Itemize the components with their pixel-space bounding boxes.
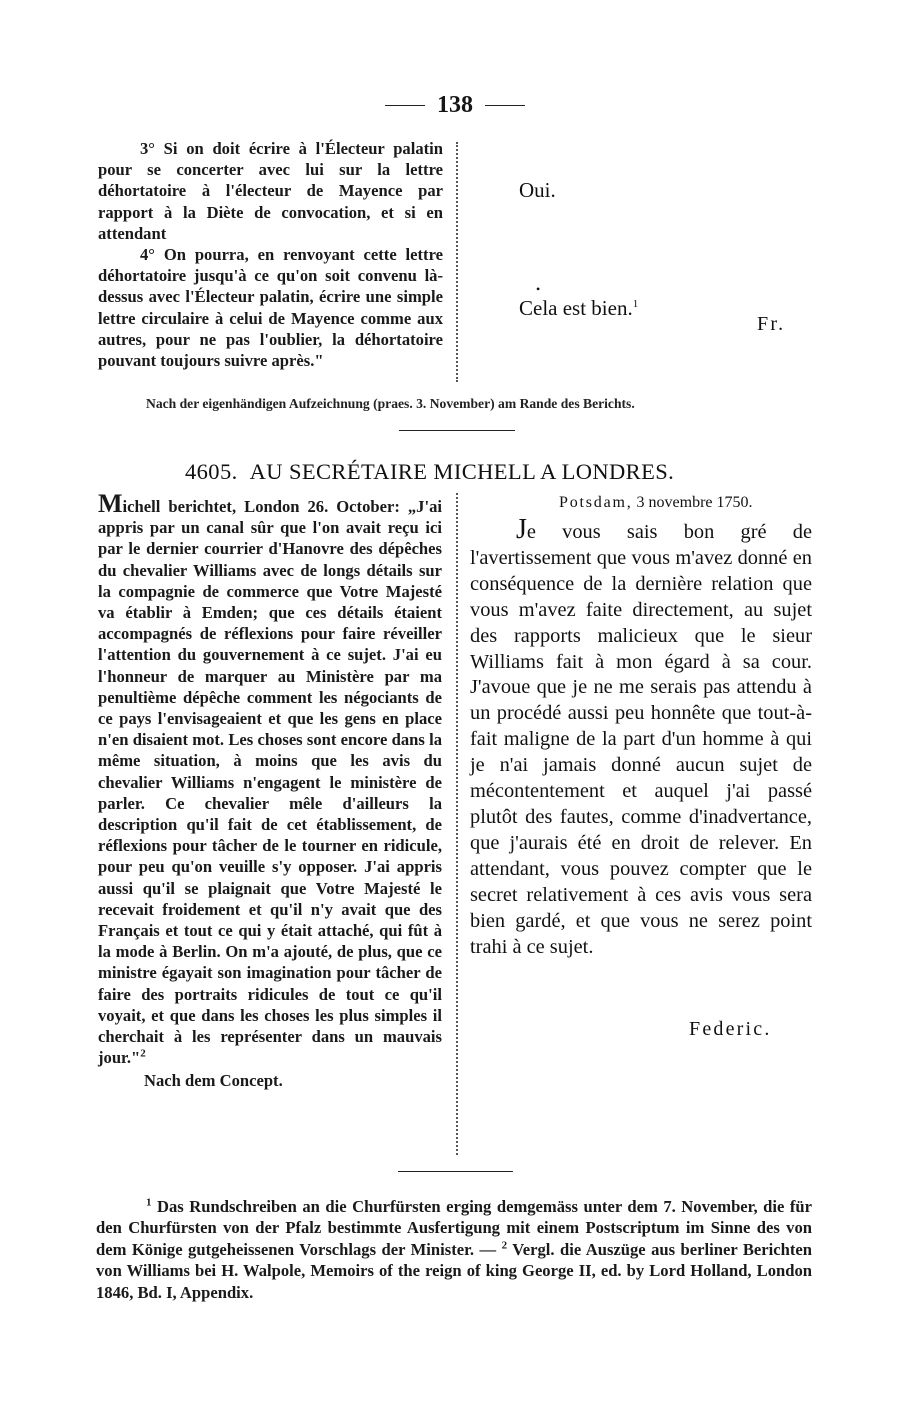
report-source: Nach dem Concept.: [144, 1071, 283, 1091]
page-number: 138: [437, 91, 473, 118]
footnote-2-marker: 2: [501, 1239, 508, 1252]
reply-bullet: •: [536, 282, 541, 296]
footnotes: [96, 1196, 812, 1303]
footnote-ref-1: 1: [632, 298, 639, 310]
main-column-divider: [456, 493, 458, 1155]
report-paragraph: [98, 489, 442, 1068]
letter-text: e vous sais bon gré de l'avertissement que vous m'avez donné en conséquence de la dernière relation que vous m'avez faite directement, au sujet des rapports malicieux que le sieur Williams fait à mon égard à sa cour. J'avoue que je ne me serais pas attendu à un procédé aussi peu honnête que tout-à-fait maligne de la part d'un homme à qui je n'ai jamais donné aucun sujet de mécontentement et auquel j'ai passé plutôt des fautes, comme d'inadvertance, que j'aurais été en droit de relever. En attendant, vous pouvez compter que le secret relativement à ces avis vous sera bien gardé, et que vous ne serez point trahi à ce sujet.: [470, 521, 812, 958]
footnote-1-text: Das Rundschreiben an die Churfürsten erging demgemäss unter dem 7. November, die für den Churfürsten von der Pfalz bestimmte Ausfertigung mit einem Postscriptum im Sinne des von dem Könige gutgeheissenen Vorschlags der Minister. —: [96, 1197, 813, 1259]
report-column: [98, 489, 442, 1092]
section-heading: [185, 459, 765, 493]
top-column-divider: [456, 142, 458, 382]
point-4: [98, 244, 443, 371]
reply-oui: Oui.: [519, 178, 556, 202]
report-text: ichell berichtet, London 26. October: „J'ai appris par un canal sûr que l'on avait reçu ici par le dernier courrier d'Hanovre des dépêches du chevalier Williams avec de longs détails sur la compagnie de commerce que Votre Majesté va établir à Emden; que ces détails étaient accompagnés de réflexions pour faire réveiller l'attention du gouvernement à ce sujet. J'ai eu l'honneur de marquer au Ministère par ma penultième dépêche comment les négociants de ce pays l'envisageaient et que les gens en place n'en disaient mot. Les choses sont encore dans la même situation, à moins que les avis du chevalier Williams n'engagent le ministère de parler. Ce chevalier mêle d'ailleurs la description qu'il fait de cet établissement, de réflexions pour tâcher de le tourner en ridicule, pour peu qu'on veuille s'y opposer. J'ai appris aussi qu'il se plaignait que Votre Majesté le recevait froidement et qu'il n'y avait que des Français et tout ce qui y était attaché, qui fût à la mode à Berlin. On m'a ajouté, de plus, que ce ministre égayait son imagination pour tâcher de faire des portraits ridicules de tout ce qu'il voyait, et que dans les choses les plus simples il cherchait à les représenter dans un mauvais jour.": [98, 497, 442, 1068]
section-divider: [399, 430, 515, 431]
point-3-marker: 3°: [140, 139, 155, 158]
point-3-text: Si on doit écrire à l'Électeur palatin pour se concerter avec lui sur la lettre déhortatoire à l'électeur de Mayence par rapport à la Diète de convocation, et si en attendant: [98, 139, 443, 243]
letter-signature: Federic.: [689, 1018, 772, 1040]
footnote-divider: [398, 1171, 513, 1172]
footnote-ref-2: 2: [140, 1047, 146, 1060]
top-left-column: [98, 138, 443, 371]
initials-fr: Fr.: [757, 313, 786, 335]
point-3: [98, 138, 443, 244]
point-4-text: On pourra, en renvoyant cette lettre déhortatoire jusqu'à ce qu'on soit convenu là-dessus avec l'Électeur palatin, écrire une simple lettre circulaire à celui de Mayence comme aux autres, pour ne pas l'oublier, la déhortatoire pouvant toujours suivre après.": [98, 245, 443, 371]
footnote-2-text: Vergl. die Auszüge aus berliner Berichten von Williams bei H. Walpole, Memoirs of the reign of king George II, ed. by Lord Holland, London 1846, Bd. I, Appendix.: [96, 1239, 812, 1302]
report-dropcap: M: [98, 489, 123, 518]
letter-body: [470, 514, 812, 960]
header-rule-left: [385, 105, 425, 106]
reply-cela-est-bien: [519, 296, 638, 322]
letter-place: Potsdam,: [559, 494, 633, 511]
section-title: AU SECRÉTAIRE MICHELL A LONDRES.: [249, 459, 675, 484]
point-4-marker: 4°: [140, 245, 155, 265]
letter-date: 3 novembre 1750.: [636, 494, 753, 511]
footnote-1: [96, 1196, 812, 1303]
reply-2-text: Cela est bien.: [519, 296, 633, 320]
letter-dateline: [559, 490, 753, 516]
header-rule-right: [485, 105, 525, 106]
page-header: [370, 88, 540, 122]
letter-dropcap: J: [516, 514, 527, 545]
top-source-note: Nach der eigenhändigen Aufzeichnung (praes. 3. November) am Rande des Berichts.: [146, 396, 635, 411]
footnote-1-marker: 1: [146, 1196, 152, 1209]
section-number: 4605.: [185, 459, 238, 484]
